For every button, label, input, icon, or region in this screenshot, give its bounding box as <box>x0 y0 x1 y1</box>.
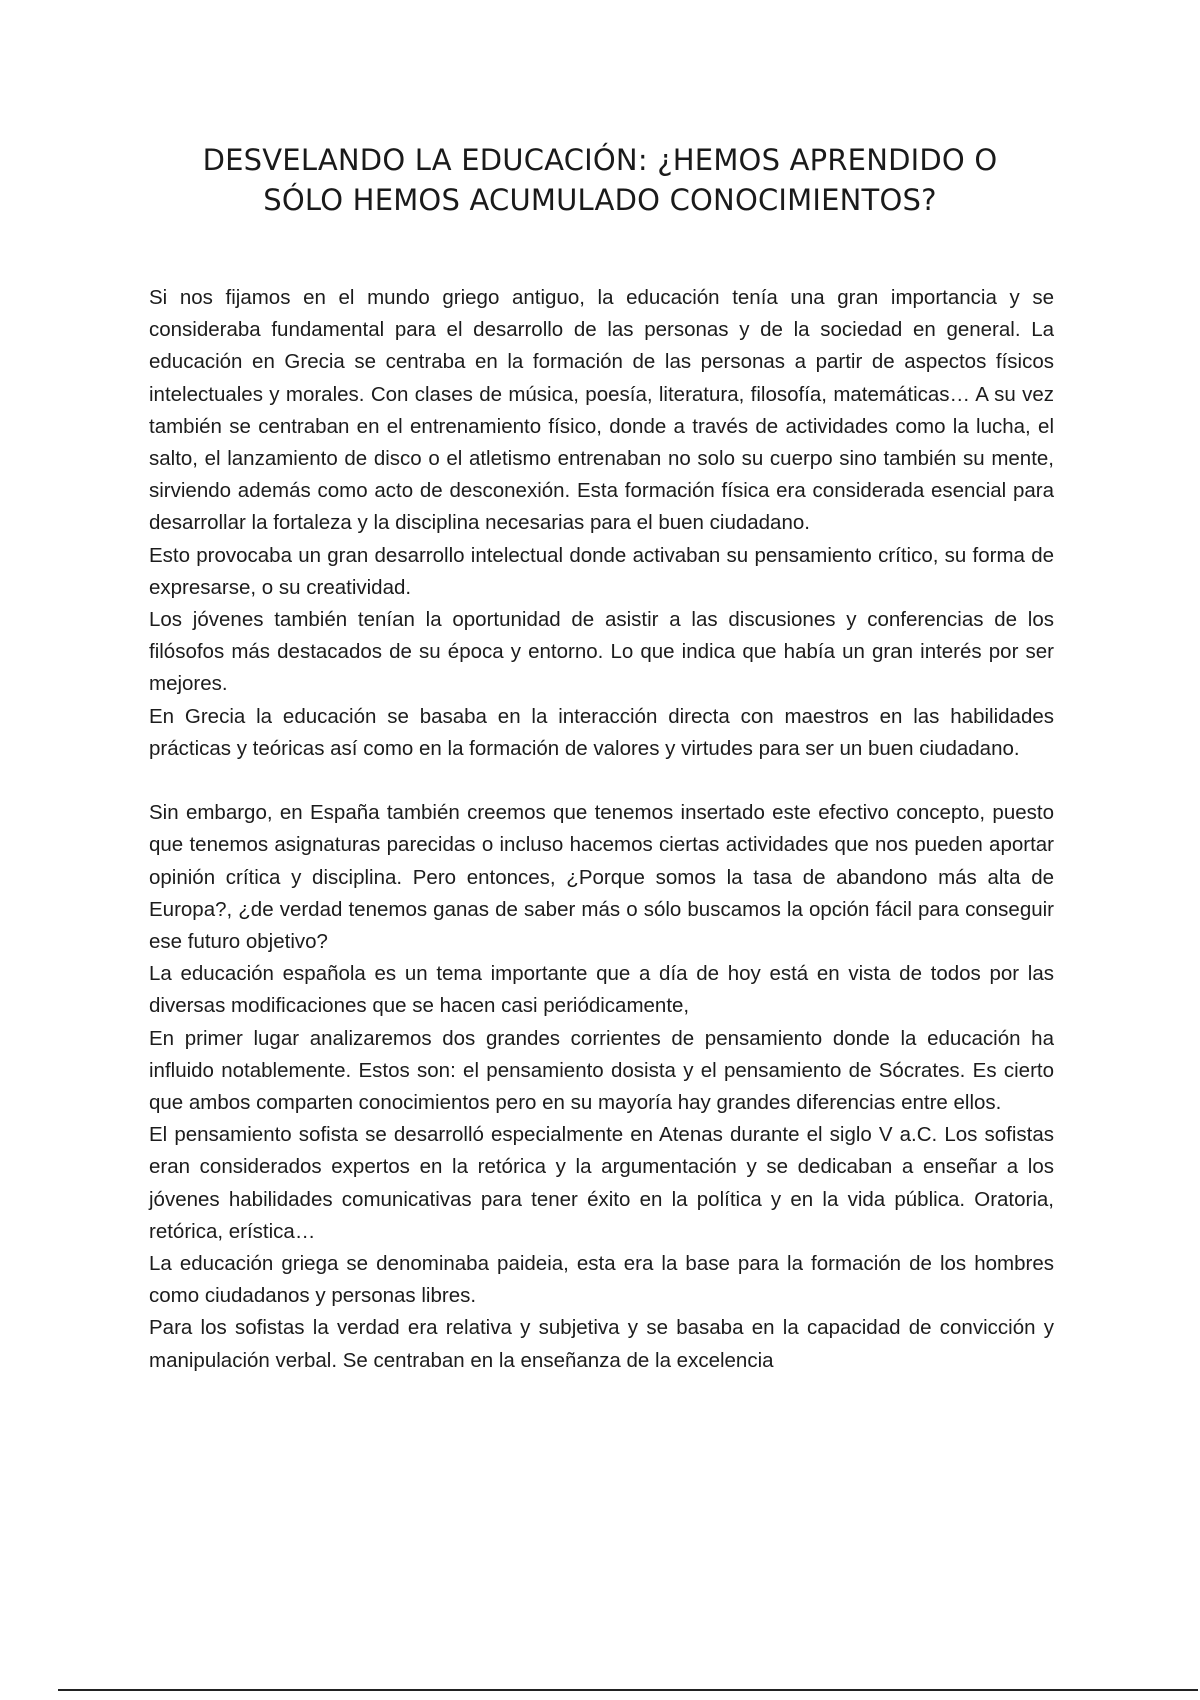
title-line-2: SÓLO HEMOS ACUMULADO CONOCIMIENTOS? <box>263 183 937 217</box>
paragraph-intellectual-development: Esto provocaba un gran desarrollo intelectual donde activaban su pensamiento crítico, su forma de expresarse, o su creatividad. <box>149 543 1054 599</box>
paragraph-sophist-thought: El pensamiento sofista se desarrolló especialmente en Atenas durante el siglo V a.C. Los sofistas eran considerados expertos en la retórica y la argumentación y se dedicaban a enseñar a los jóvenes habilidades comunicativas para tener éxito en la política y en la vida pública. Oratoria, retórica, erística… <box>149 1123 1054 1243</box>
paragraph-spain-education: Sin embargo, en España también creemos que tenemos insertado este efectivo concepto, puesto que tenemos asignaturas parecidas o incluso hacemos ciertas actividades que nos pueden aportar opinión crítica y disciplina. Pero entonces, ¿Porque somos la tasa de abandono más alta de Europa?, ¿de verdad tenemos ganas de saber más o sólo buscamos la opción fácil para conseguir ese futuro objetivo? <box>149 801 1054 954</box>
paragraph-two-currents: En primer lugar analizaremos dos grandes corrientes de pensamiento donde la educación ha influido notablemente. Estos son: el pensamiento dosista y el pensamiento de Sócrates. Es cierto que ambos comparten conocimientos pero en su mayoría hay grandes diferencias entre ellos. <box>149 1026 1054 1115</box>
document-title <box>150 140 1050 220</box>
title-line-1: DESVELANDO LA EDUCACIÓN: ¿HEMOS APRENDIDO O <box>202 143 998 177</box>
paragraph-greek-education: Si nos fijamos en el mundo griego antiguo, la educación tenía una gran importancia y se consideraba fundamental para el desarrollo de las personas y de la sociedad en general. La educación en Grecia se centraba en la formación de las personas a partir de aspectos físicos intelectuales y morales. Con clases de música, poesía, literatura, filosofía, matemáticas… A su vez también se centraban en el entrenamiento físico, donde a través de actividades como la lucha, el salto, el lanzamiento de disco o el atletismo entrenaban no solo su cuerpo sino también su mente, sirviendo además como acto de desconexión. Esta formación física era considerada esencial para desarrollar la fortaleza y la disciplina necesarias para el buen ciudadano. <box>149 286 1054 535</box>
document-body <box>149 282 1054 1377</box>
paragraph-spanish-education-topic: La educación española es un tema importante que a día de hoy está en vista de todos por las diversas modificaciones que se hacen casi periódicamente, <box>149 962 1054 1018</box>
paragraph-philosophers-conferences: Los jóvenes también tenían la oportunidad de asistir a las discusiones y conferencias de los filósofos más destacados de su época y entorno. Lo que indica que había un gran interés por ser mejores. <box>149 608 1054 696</box>
footer-divider <box>58 1689 1198 1691</box>
paragraph-paideia: La educación griega se denominaba paideia, esta era la base para la formación de los hombres como ciudadanos y personas libres. <box>149 1252 1054 1308</box>
paragraph-spacer <box>149 765 1054 797</box>
paragraph-direct-interaction: En Grecia la educación se basaba en la interacción directa con maestros en las habilidades prácticas y teóricas así como en la formación de valores y virtudes para ser un buen ciudadano. <box>149 704 1054 760</box>
paragraph-sophist-truth: Para los sofistas la verdad era relativa y subjetiva y se basaba en la capacidad de convicción y manipulación verbal. Se centraban en la enseñanza de la excelencia <box>149 1316 1054 1372</box>
